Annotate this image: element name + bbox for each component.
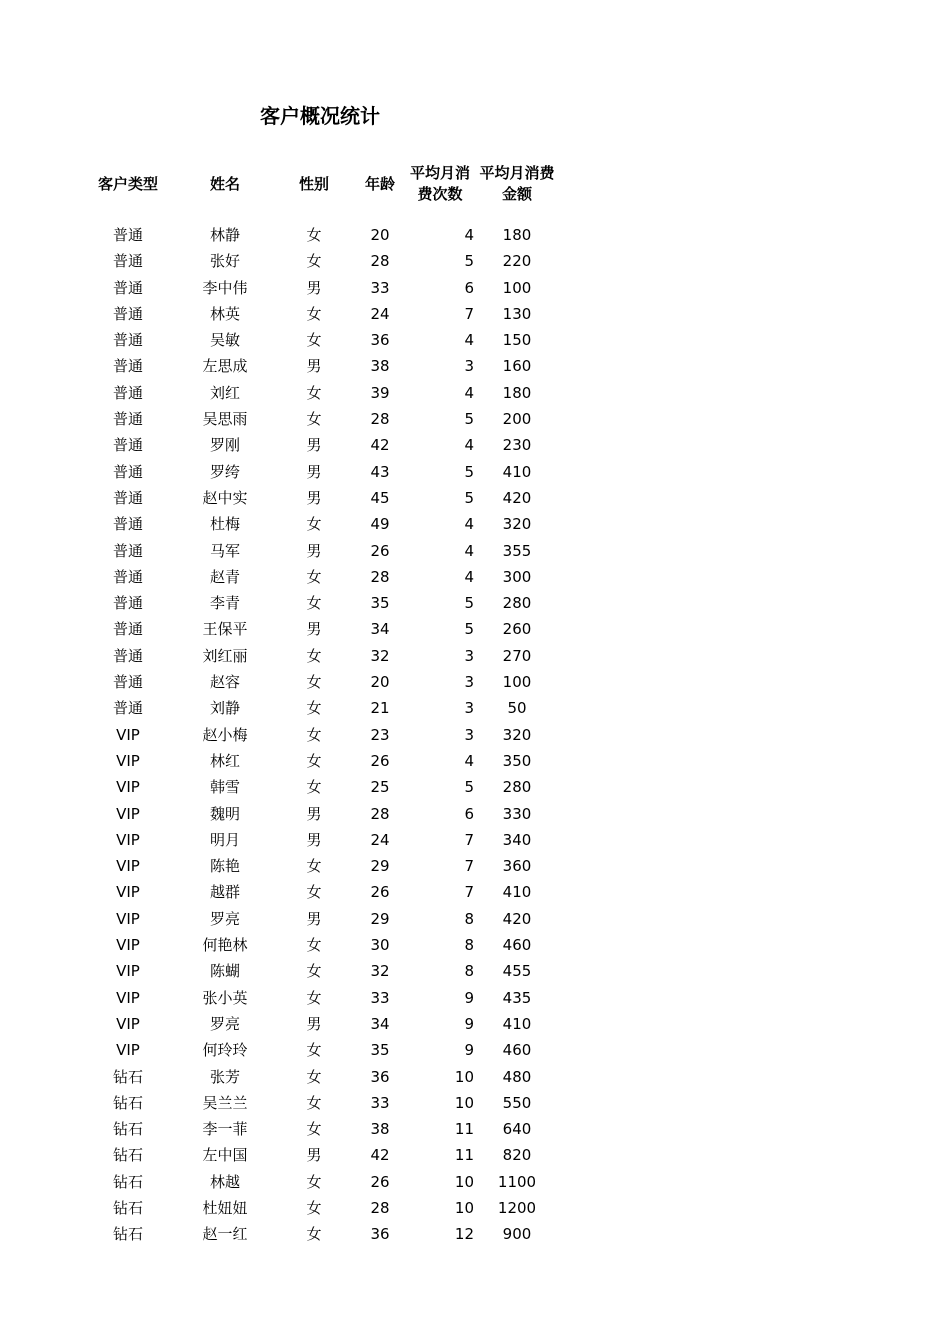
cell-customer-type: 普通 <box>112 383 143 402</box>
cell-age: 21 <box>370 699 390 718</box>
cell-gender: 男 <box>306 541 322 560</box>
cell-age: 28 <box>370 804 390 823</box>
cell-monthly-amount: 180 <box>502 383 532 402</box>
cell-gender: 女 <box>306 304 322 323</box>
cell-monthly-amount: 1100 <box>497 1172 537 1191</box>
cell-customer-type: VIP <box>116 962 140 981</box>
cell-monthly-frequency: 5 <box>464 410 474 429</box>
cell-gender: 男 <box>306 830 322 849</box>
table-row <box>0 275 600 301</box>
cell-monthly-amount: 220 <box>502 252 532 271</box>
cell-monthly-frequency: 8 <box>464 909 474 928</box>
table-row <box>0 774 600 800</box>
cell-customer-type: VIP <box>116 804 140 823</box>
cell-name: 林静 <box>209 226 240 244</box>
cell-monthly-amount: 410 <box>502 883 532 902</box>
cell-gender: 女 <box>306 594 322 613</box>
table-row <box>0 616 600 642</box>
cell-monthly-amount: 280 <box>502 778 532 797</box>
cell-age: 35 <box>370 594 390 613</box>
cell-name: 林越 <box>209 1172 240 1191</box>
cell-customer-type: VIP <box>116 883 140 902</box>
table-row <box>0 1169 600 1195</box>
cell-customer-type: 普通 <box>112 304 143 323</box>
cell-age: 32 <box>370 646 390 665</box>
cell-monthly-frequency: 9 <box>464 1014 474 1033</box>
cell-customer-type: 普通 <box>112 567 143 586</box>
cell-age: 29 <box>370 857 390 876</box>
cell-monthly-amount: 270 <box>502 646 532 665</box>
cell-age: 38 <box>370 1120 390 1139</box>
cell-gender: 女 <box>306 1093 322 1112</box>
cell-name: 马军 <box>209 541 240 560</box>
table-row <box>0 958 600 984</box>
cell-name: 李中伟 <box>202 278 248 297</box>
cell-monthly-frequency: 12 <box>454 1225 474 1244</box>
table-row <box>0 748 600 774</box>
cell-customer-type: VIP <box>116 857 140 876</box>
cell-gender: 男 <box>306 1146 322 1165</box>
cell-age: 45 <box>370 488 390 507</box>
cell-name: 林英 <box>209 304 240 323</box>
cell-monthly-amount: 355 <box>502 541 532 560</box>
cell-customer-type: VIP <box>116 988 140 1007</box>
cell-monthly-amount: 300 <box>502 567 532 586</box>
cell-customer-type: 普通 <box>112 226 143 244</box>
cell-monthly-frequency: 4 <box>464 541 474 560</box>
cell-gender: 男 <box>306 488 322 507</box>
cell-gender: 女 <box>306 778 322 797</box>
header-monthly-amount: 平均月消费金额 <box>479 164 555 203</box>
cell-monthly-frequency: 11 <box>454 1146 474 1165</box>
cell-age: 33 <box>370 278 390 297</box>
cell-age: 43 <box>370 462 390 481</box>
cell-name: 张小英 <box>202 988 248 1007</box>
cell-customer-type: 钻石 <box>112 1120 143 1139</box>
cell-monthly-frequency: 5 <box>464 620 474 639</box>
cell-customer-type: 普通 <box>112 620 143 639</box>
cell-age: 24 <box>370 830 390 849</box>
cell-name: 罗刚 <box>209 436 240 455</box>
table-row <box>0 1195 600 1221</box>
cell-name: 明月 <box>209 830 240 849</box>
header-monthly-frequency: 平均月消费次数 <box>409 164 470 203</box>
cell-monthly-frequency: 8 <box>464 936 474 955</box>
cell-age: 26 <box>370 541 390 560</box>
cell-monthly-frequency: 4 <box>464 751 474 770</box>
cell-gender: 男 <box>306 462 322 481</box>
cell-customer-type: 钻石 <box>112 1146 143 1165</box>
cell-customer-type: 普通 <box>112 278 143 297</box>
cell-gender: 女 <box>306 1172 322 1191</box>
cell-monthly-frequency: 5 <box>464 778 474 797</box>
cell-monthly-frequency: 10 <box>454 1067 474 1086</box>
cell-age: 33 <box>370 988 390 1007</box>
cell-name: 李一菲 <box>202 1120 248 1139</box>
cell-name: 张芳 <box>209 1067 240 1086</box>
cell-age: 24 <box>370 304 390 323</box>
cell-name: 罗亮 <box>209 1014 240 1033</box>
cell-monthly-amount: 100 <box>502 278 532 297</box>
cell-monthly-amount: 100 <box>502 673 532 692</box>
cell-name: 左思成 <box>202 357 248 376</box>
table-row <box>0 801 600 827</box>
cell-customer-type: 普通 <box>112 410 143 429</box>
cell-age: 42 <box>370 436 390 455</box>
table-row <box>0 564 600 590</box>
cell-monthly-amount: 330 <box>502 804 532 823</box>
cell-age: 34 <box>370 620 390 639</box>
table-row <box>0 853 600 879</box>
table-row <box>0 353 600 379</box>
cell-name: 刘红丽 <box>202 646 248 665</box>
cell-customer-type: 普通 <box>112 673 143 692</box>
cell-age: 20 <box>370 226 390 244</box>
cell-monthly-amount: 410 <box>502 462 532 481</box>
cell-monthly-amount: 200 <box>502 410 532 429</box>
cell-age: 28 <box>370 1198 390 1217</box>
cell-monthly-frequency: 8 <box>464 962 474 981</box>
cell-gender: 女 <box>306 1041 322 1060</box>
cell-customer-type: VIP <box>116 725 140 744</box>
cell-monthly-amount: 350 <box>502 751 532 770</box>
cell-customer-type: 普通 <box>112 699 143 718</box>
table-row <box>0 590 600 616</box>
cell-name: 刘静 <box>209 699 240 718</box>
table-row <box>0 643 600 669</box>
cell-monthly-frequency: 5 <box>464 488 474 507</box>
cell-monthly-amount: 230 <box>502 436 532 455</box>
cell-name: 吴思雨 <box>202 410 248 429</box>
cell-gender: 女 <box>306 673 322 692</box>
cell-name: 杜妞妞 <box>202 1198 248 1217</box>
cell-gender: 男 <box>306 1014 322 1033</box>
cell-gender: 女 <box>306 857 322 876</box>
table-row <box>0 1221 600 1247</box>
cell-age: 33 <box>370 1093 390 1112</box>
cell-monthly-amount: 640 <box>502 1120 532 1139</box>
cell-gender: 男 <box>306 357 322 376</box>
cell-monthly-amount: 1200 <box>497 1198 537 1217</box>
cell-monthly-amount: 410 <box>502 1014 532 1033</box>
cell-gender: 女 <box>306 1120 322 1139</box>
cell-gender: 女 <box>306 699 322 718</box>
cell-customer-type: 普通 <box>112 515 143 534</box>
cell-name: 陈艳 <box>209 857 240 876</box>
cell-monthly-frequency: 5 <box>464 462 474 481</box>
table-row <box>0 406 600 432</box>
cell-customer-type: 普通 <box>112 646 143 665</box>
table-row <box>0 301 600 327</box>
cell-gender: 女 <box>306 725 322 744</box>
table-row <box>0 906 600 932</box>
cell-gender: 女 <box>306 962 322 981</box>
cell-monthly-amount: 460 <box>502 936 532 955</box>
cell-monthly-frequency: 4 <box>464 226 474 244</box>
cell-monthly-frequency: 7 <box>464 883 474 902</box>
cell-gender: 女 <box>306 383 322 402</box>
table-row <box>0 827 600 853</box>
cell-name: 李青 <box>209 594 240 613</box>
cell-monthly-frequency: 4 <box>464 567 474 586</box>
cell-age: 32 <box>370 962 390 981</box>
table-row <box>0 459 600 485</box>
cell-monthly-amount: 550 <box>502 1093 532 1112</box>
cell-name: 赵中实 <box>202 488 248 507</box>
cell-age: 23 <box>370 725 390 744</box>
cell-customer-type: VIP <box>116 936 140 955</box>
cell-name: 林红 <box>209 751 240 770</box>
cell-gender: 女 <box>306 226 322 244</box>
cell-age: 36 <box>370 331 390 350</box>
cell-gender: 女 <box>306 1198 322 1217</box>
cell-name: 越群 <box>209 883 240 902</box>
cell-age: 20 <box>370 673 390 692</box>
header-gender: 性别 <box>298 174 329 193</box>
cell-name: 王保平 <box>202 620 248 639</box>
cell-name: 何玲玲 <box>202 1041 248 1060</box>
cell-monthly-frequency: 3 <box>464 357 474 376</box>
cell-gender: 男 <box>306 804 322 823</box>
cell-age: 28 <box>370 252 390 271</box>
cell-monthly-amount: 340 <box>502 830 532 849</box>
cell-gender: 女 <box>306 1067 322 1086</box>
table-row <box>0 879 600 905</box>
cell-monthly-frequency: 3 <box>464 725 474 744</box>
table-row <box>0 1142 600 1168</box>
cell-monthly-amount: 820 <box>502 1146 532 1165</box>
table-row <box>0 380 600 406</box>
cell-gender: 女 <box>306 410 322 429</box>
cell-monthly-amount: 420 <box>502 488 532 507</box>
cell-monthly-amount: 160 <box>502 357 532 376</box>
cell-name: 韩雪 <box>209 778 240 797</box>
table-row <box>0 695 600 721</box>
cell-monthly-frequency: 7 <box>464 857 474 876</box>
cell-monthly-amount: 280 <box>502 594 532 613</box>
cell-customer-type: 普通 <box>112 462 143 481</box>
cell-age: 34 <box>370 1014 390 1033</box>
cell-age: 36 <box>370 1067 390 1086</box>
cell-name: 魏明 <box>209 804 240 823</box>
cell-monthly-amount: 180 <box>502 226 532 244</box>
table-row <box>0 511 600 537</box>
cell-gender: 女 <box>306 1225 322 1244</box>
header-age: 年龄 <box>364 174 395 193</box>
cell-monthly-frequency: 4 <box>464 515 474 534</box>
page-title: 客户概况统计 <box>260 104 380 128</box>
table-row <box>0 222 600 248</box>
cell-monthly-frequency: 7 <box>464 304 474 323</box>
cell-customer-type: 普通 <box>112 331 143 350</box>
cell-monthly-frequency: 4 <box>464 383 474 402</box>
table-row <box>0 985 600 1011</box>
cell-monthly-amount: 150 <box>502 331 532 350</box>
cell-customer-type: VIP <box>116 830 140 849</box>
cell-gender: 男 <box>306 909 322 928</box>
cell-age: 38 <box>370 357 390 376</box>
cell-customer-type: VIP <box>116 1041 140 1060</box>
cell-monthly-frequency: 5 <box>464 252 474 271</box>
table-row <box>0 1011 600 1037</box>
cell-customer-type: 普通 <box>112 357 143 376</box>
cell-age: 42 <box>370 1146 390 1165</box>
cell-name: 何艳林 <box>202 936 248 955</box>
cell-age: 28 <box>370 410 390 429</box>
cell-gender: 女 <box>306 751 322 770</box>
cell-age: 26 <box>370 883 390 902</box>
cell-customer-type: VIP <box>116 909 140 928</box>
cell-monthly-frequency: 9 <box>464 988 474 1007</box>
cell-customer-type: 普通 <box>112 541 143 560</box>
cell-gender: 男 <box>306 436 322 455</box>
cell-age: 26 <box>370 751 390 770</box>
cell-customer-type: 钻石 <box>112 1225 143 1244</box>
cell-monthly-frequency: 6 <box>464 278 474 297</box>
table-row <box>0 432 600 458</box>
cell-name: 吴兰兰 <box>202 1093 248 1112</box>
cell-monthly-frequency: 11 <box>454 1120 474 1139</box>
cell-age: 28 <box>370 567 390 586</box>
cell-monthly-amount: 130 <box>502 304 532 323</box>
cell-age: 35 <box>370 1041 390 1060</box>
table-row <box>0 722 600 748</box>
table-row <box>0 1116 600 1142</box>
cell-age: 49 <box>370 515 390 534</box>
cell-name: 吴敏 <box>209 331 240 350</box>
cell-monthly-frequency: 3 <box>464 646 474 665</box>
cell-monthly-amount: 260 <box>502 620 532 639</box>
cell-customer-type: VIP <box>116 778 140 797</box>
cell-name: 左中国 <box>202 1146 248 1165</box>
cell-monthly-frequency: 7 <box>464 830 474 849</box>
header-customer-type: 客户类型 <box>97 174 158 193</box>
cell-name: 赵一红 <box>202 1225 248 1244</box>
cell-age: 39 <box>370 383 390 402</box>
table-row <box>0 1064 600 1090</box>
cell-customer-type: 钻石 <box>112 1172 143 1191</box>
table-row <box>0 538 600 564</box>
cell-age: 30 <box>370 936 390 955</box>
table-row <box>0 669 600 695</box>
cell-monthly-frequency: 10 <box>454 1093 474 1112</box>
cell-gender: 男 <box>306 620 322 639</box>
table-row <box>0 485 600 511</box>
cell-monthly-frequency: 4 <box>464 436 474 455</box>
cell-gender: 女 <box>306 883 322 902</box>
cell-name: 赵青 <box>209 567 240 586</box>
cell-gender: 女 <box>306 936 322 955</box>
table-row <box>0 1037 600 1063</box>
cell-gender: 女 <box>306 988 322 1007</box>
cell-name: 刘红 <box>209 383 240 402</box>
cell-name: 张好 <box>209 252 240 271</box>
cell-monthly-frequency: 3 <box>464 699 474 718</box>
cell-name: 赵容 <box>209 673 240 692</box>
cell-monthly-amount: 320 <box>502 515 532 534</box>
table-row <box>0 327 600 353</box>
cell-customer-type: 普通 <box>112 488 143 507</box>
cell-customer-type: 钻石 <box>112 1198 143 1217</box>
table-row <box>0 932 600 958</box>
cell-gender: 女 <box>306 567 322 586</box>
cell-customer-type: VIP <box>116 751 140 770</box>
cell-monthly-amount: 455 <box>502 962 532 981</box>
cell-name: 罗亮 <box>209 909 240 928</box>
cell-gender: 女 <box>306 646 322 665</box>
table-row <box>0 248 600 274</box>
cell-monthly-amount: 320 <box>502 725 532 744</box>
table-body <box>0 222 600 1248</box>
cell-customer-type: 普通 <box>112 594 143 613</box>
cell-monthly-frequency: 6 <box>464 804 474 823</box>
cell-name: 罗绔 <box>209 462 240 481</box>
cell-age: 25 <box>370 778 390 797</box>
cell-monthly-amount: 460 <box>502 1041 532 1060</box>
cell-name: 陈蝴 <box>209 962 240 981</box>
cell-age: 26 <box>370 1172 390 1191</box>
cell-age: 36 <box>370 1225 390 1244</box>
cell-customer-type: 普通 <box>112 436 143 455</box>
cell-monthly-frequency: 10 <box>454 1172 474 1191</box>
cell-monthly-frequency: 10 <box>454 1198 474 1217</box>
table-row <box>0 1090 600 1116</box>
cell-monthly-amount: 420 <box>502 909 532 928</box>
cell-monthly-frequency: 5 <box>464 594 474 613</box>
cell-gender: 女 <box>306 331 322 350</box>
cell-monthly-amount: 435 <box>502 988 532 1007</box>
cell-customer-type: 普通 <box>112 252 143 271</box>
cell-monthly-amount: 50 <box>507 699 527 718</box>
cell-monthly-amount: 360 <box>502 857 532 876</box>
cell-gender: 女 <box>306 515 322 534</box>
cell-customer-type: 钻石 <box>112 1093 143 1112</box>
cell-customer-type: VIP <box>116 1014 140 1033</box>
cell-monthly-amount: 480 <box>502 1067 532 1086</box>
cell-monthly-frequency: 9 <box>464 1041 474 1060</box>
cell-monthly-frequency: 4 <box>464 331 474 350</box>
cell-monthly-frequency: 3 <box>464 673 474 692</box>
cell-gender: 女 <box>306 252 322 271</box>
cell-name: 杜梅 <box>209 515 240 534</box>
cell-age: 29 <box>370 909 390 928</box>
header-name: 姓名 <box>209 174 240 193</box>
cell-gender: 男 <box>306 278 322 297</box>
cell-monthly-amount: 900 <box>502 1225 532 1244</box>
cell-customer-type: 钻石 <box>112 1067 143 1086</box>
table-header <box>0 160 600 208</box>
cell-name: 赵小梅 <box>202 725 248 744</box>
